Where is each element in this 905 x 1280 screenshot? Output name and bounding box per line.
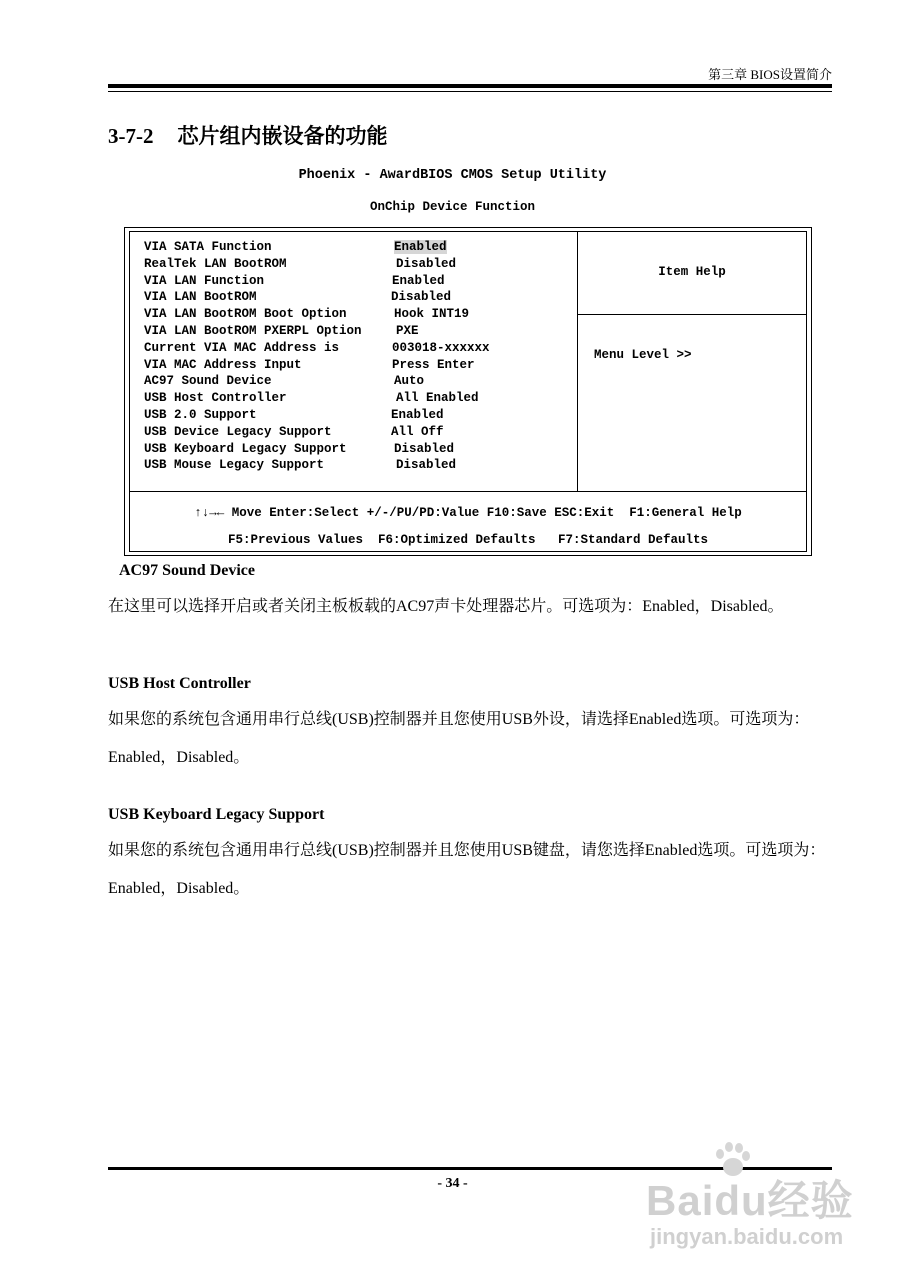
watermark-brand: Baidu经验 [646, 1177, 854, 1224]
setting-name: USB Device Legacy Support [144, 424, 332, 439]
bios-title: Phoenix - AwardBIOS CMOS Setup Utility [298, 168, 607, 183]
setting-value: 003018-xxxxxx [392, 340, 490, 355]
item-help-title: Item Help [658, 265, 726, 279]
watermark-url: jingyan.baidu.com [650, 1224, 844, 1249]
setting-value[interactable]: Enabled [394, 240, 447, 254]
key-legend-line-2: F5:Previous Values F6:Optimized Defaults F7:Standard Defaults [227, 533, 709, 547]
item-text-usb-host: 如果您的系统包含通用串行总线(USB)控制器并且您使用USB外设，请选择Enabled选项。可选项为：Enabled，Disabled。 [108, 711, 810, 766]
setting-name: VIA LAN BootROM Boot Option [144, 307, 347, 322]
setting-value[interactable]: Auto [394, 374, 425, 389]
key-legend [130, 491, 806, 551]
setting-value[interactable]: Disabled [396, 256, 457, 271]
setting-name: AC97 Sound Device [144, 374, 272, 389]
bios-inner-frame [129, 231, 807, 552]
setting-name: USB Host Controller [144, 391, 287, 406]
settings-panel [130, 232, 578, 491]
setting-value[interactable]: Disabled [396, 458, 457, 473]
item-text-usb-keyboard: 如果您的系统包含通用串行总线(USB)控制器并且您使用USB键盘，请您选择Enabled选项。可选项为：Enabled，Disabled。 [108, 842, 826, 897]
header-rule-thin [108, 91, 832, 92]
setting-value[interactable]: Press Enter [392, 357, 475, 372]
setting-value[interactable]: PXE [396, 323, 419, 338]
setting-value[interactable]: Hook INT19 [394, 307, 470, 322]
setting-value[interactable]: Enabled [391, 407, 444, 422]
setting-name: VIA LAN BootROM [144, 290, 257, 305]
chapter-header [108, 64, 832, 84]
setting-name: VIA SATA Function [144, 240, 272, 254]
setting-name: USB Mouse Legacy Support [144, 458, 325, 473]
section-heading [108, 120, 388, 150]
bios-subtitle: OnChip Device Function [369, 200, 536, 214]
baidu-watermark [640, 1140, 860, 1270]
setting-name: RealTek LAN BootROM [144, 256, 287, 271]
section-title: 芯片组内嵌设备的功能 [177, 124, 388, 148]
menu-level: Menu Level >> [594, 348, 692, 362]
help-panel [578, 232, 806, 491]
setting-name: VIA LAN BootROM PXERPL Option [144, 323, 362, 338]
setting-name: USB 2.0 Support [144, 407, 257, 422]
section-number: 3-7-2 [108, 124, 154, 148]
setting-name: USB Keyboard Legacy Support [144, 441, 347, 456]
key-legend-line-1: ↑↓→← Move Enter:Select +/-/PU/PD:Value F10:Save ESC:Exit F1:General Help [194, 506, 742, 520]
chapter-title: 第三章 BIOS设置简介 [708, 67, 832, 82]
setting-value[interactable]: Enabled [392, 273, 445, 288]
setting-value[interactable]: Disabled [391, 290, 452, 305]
setting-name: VIA LAN Function [144, 273, 265, 288]
bios-screen [124, 227, 812, 556]
header-rule-thick [108, 84, 832, 88]
page-number: - 34 - [437, 1176, 468, 1191]
setting-value[interactable]: All Enabled [396, 391, 479, 406]
item-title-ac97: AC97 Sound Device [119, 562, 256, 579]
item-title-usb-keyboard: USB Keyboard Legacy Support [108, 806, 325, 823]
setting-name: Current VIA MAC Address is [144, 340, 340, 355]
item-title-usb-host: USB Host Controller [108, 675, 251, 692]
item-help-box [578, 232, 806, 315]
setting-value[interactable]: Disabled [394, 441, 455, 456]
setting-name: VIA MAC Address Input [144, 357, 302, 372]
item-text-ac97: 在这里可以选择开启或者关闭主板板载的AC97声卡处理器芯片。可选项为：Enabled，Disabled。 [108, 598, 784, 615]
setting-value[interactable]: All Off [391, 424, 444, 439]
